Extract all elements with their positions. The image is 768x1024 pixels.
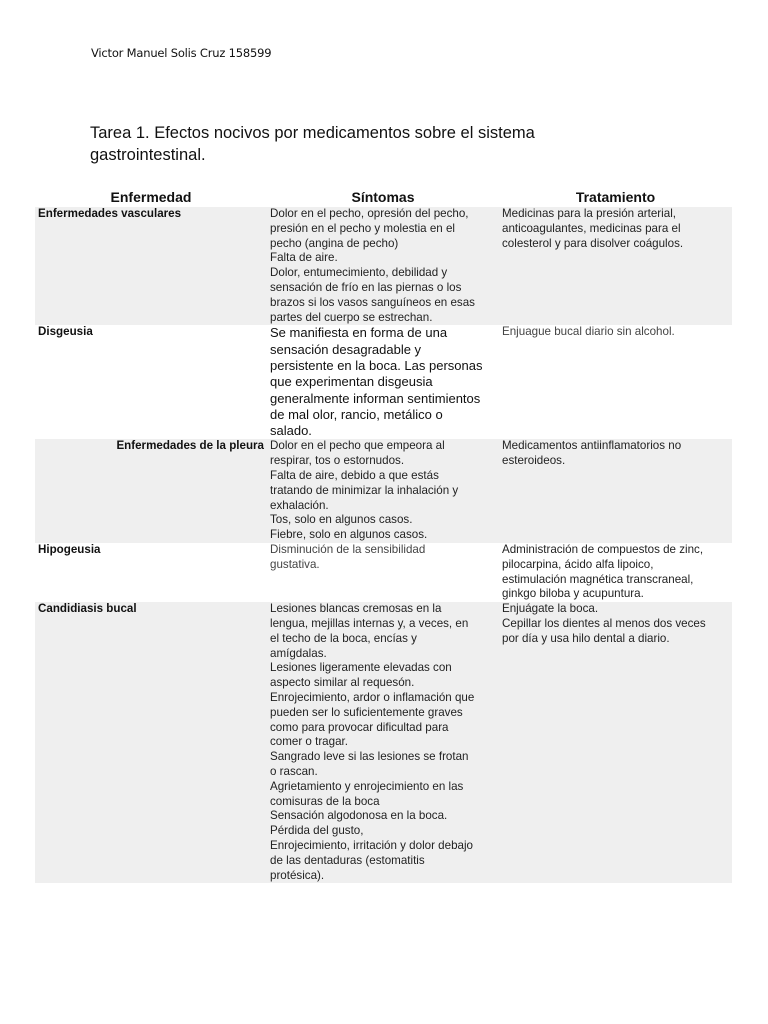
symptom-line: Agrietamiento y enrojecimiento en las <box>270 779 464 793</box>
symptom-line: de las dentaduras (estomatitis <box>270 853 425 867</box>
treatment-line: Enjuague bucal diario sin alcohol. <box>502 325 675 339</box>
treatment-line: estimulación magnética transcraneal, <box>502 572 694 586</box>
table-row <box>35 543 732 602</box>
treatment-line: Medicinas para la presión arterial, <box>502 207 676 220</box>
symptom-line: Disminución de la sensibilidad <box>270 543 426 557</box>
symptom-line: tratando de minimizar la inhalación y <box>270 483 459 497</box>
author-name: Victor Manuel Solis Cruz 158599 <box>91 46 272 60</box>
symptom-line: comisuras de la boca <box>270 794 380 808</box>
treatment-line: pilocarpina, ácido alfa lipoico, <box>502 557 654 571</box>
symptom-line: partes del cuerpo se estrechan. <box>270 310 433 324</box>
treatment-line: Administración de compuestos de zinc, <box>502 543 704 557</box>
symptom-line: Dolor en el pecho que empeora al <box>270 439 445 453</box>
symptom-line: sensación desagradable y <box>270 341 422 357</box>
symptom-line: Lesiones ligeramente elevadas con <box>270 661 452 675</box>
symptom-line: Pérdida del gusto, <box>270 824 364 838</box>
symptom-line: lengua, mejillas internas y, a veces, en <box>270 617 469 631</box>
table-row <box>35 325 732 439</box>
table-row <box>35 207 732 325</box>
header-enfermedad: Enfermedad <box>110 189 192 205</box>
header-tratamiento: Tratamiento <box>575 189 656 205</box>
table-row <box>35 439 732 543</box>
symptom-line: gustativa. <box>270 557 320 571</box>
effects-table <box>35 188 732 883</box>
symptom-line: que experimentan disgeusia <box>270 374 433 390</box>
treatment-line: Medicamentos antiinflamatorios no <box>502 439 682 453</box>
symptom-line: Dolor, entumecimiento, debilidad y <box>270 266 448 280</box>
symptom-line: Enrojecimiento, irritación y dolor debajo <box>270 838 473 852</box>
symptom-line: generalmente informan sentimientos <box>270 390 481 406</box>
symptom-line: de mal olor, rancio, metálico o <box>270 406 443 422</box>
treatment-line: por día y usa hilo dental a diario. <box>502 631 670 645</box>
symptom-line: exhalación. <box>270 498 329 512</box>
treatment-line: anticoagulantes, medicinas para el <box>502 221 681 235</box>
symptom-line: persistente en la boca. Las personas <box>270 357 483 373</box>
document-title: Tarea 1. Efectos nocivos por medicamentos sobre el sistema gastrointestinal. <box>90 124 535 164</box>
symptom-line: o rascan. <box>270 764 318 778</box>
treatment-cell <box>499 325 732 439</box>
symptom-line: Sangrado leve si las lesiones se frotan <box>270 750 469 764</box>
symptom-line: sensación de frío en las piernas o los <box>270 280 462 294</box>
symptom-line: presión en el pecho y molestia en el <box>270 221 455 235</box>
symptom-line: brazos si los vasos sanguíneos en esas <box>270 295 475 309</box>
symptom-line: salado. <box>270 423 312 439</box>
symptom-line: Enrojecimiento, ardor o inflamación que <box>270 691 475 704</box>
table-header-row <box>35 188 732 207</box>
symptoms-cell <box>267 325 499 439</box>
treatment-cell <box>499 439 732 543</box>
treatment-line: Enjuágate la boca. <box>502 602 599 616</box>
symptom-line: Dolor en el pecho, opresión del pecho, <box>270 207 469 220</box>
symptom-line: Lesiones blancas cremosas en la <box>270 602 442 616</box>
treatment-line: colesterol y para disolver coágulos. <box>502 236 684 250</box>
disease-cell: Enfermedades vasculares <box>35 207 267 325</box>
disease-cell: Enfermedades de la pleura <box>35 439 267 543</box>
treatment-line: esteroideos. <box>502 454 566 468</box>
treatment-cell <box>499 543 732 602</box>
symptom-line: respirar, tos o estornudos. <box>270 454 405 468</box>
symptom-line: Fiebre, solo en algunos casos. <box>270 528 428 542</box>
symptom-line: aspecto similar al requesón. <box>270 676 415 690</box>
symptom-line: Sensación algodonosa en la boca. <box>270 809 448 823</box>
symptom-line: protésica). <box>270 868 325 882</box>
symptom-line: el techo de la boca, encías y <box>270 631 417 645</box>
symptom-line: Tos, solo en algunos casos. <box>270 513 413 527</box>
symptoms-cell <box>267 602 499 883</box>
symptom-line: Falta de aire, debido a que estás <box>270 469 439 483</box>
symptom-line: comer o tragar. <box>270 735 348 749</box>
treatment-cell <box>499 602 732 883</box>
symptom-line: Se manifiesta en forma de una <box>270 325 448 341</box>
symptom-line: como para provocar dificultad para <box>270 720 449 734</box>
symptoms-cell <box>267 207 499 325</box>
symptom-line: pueden ser lo suficientemente graves <box>270 705 463 719</box>
symptoms-cell <box>267 439 499 543</box>
treatment-cell <box>499 207 732 325</box>
header-sintomas: Síntomas <box>351 189 415 205</box>
treatment-line: Cepillar los dientes al menos dos veces <box>502 617 706 631</box>
disease-cell: Hipogeusia <box>38 543 101 557</box>
disease-cell: Disgeusia <box>38 325 93 339</box>
symptom-line: pecho (angina de pecho) <box>270 236 399 250</box>
treatment-line: ginkgo biloba y acupuntura. <box>502 587 644 601</box>
table-row <box>35 602 732 883</box>
symptoms-cell <box>267 543 499 602</box>
symptom-line: amígdalas. <box>270 646 327 660</box>
symptom-line: Falta de aire. <box>270 251 338 265</box>
disease-cell: Candidiasis bucal <box>35 602 267 883</box>
